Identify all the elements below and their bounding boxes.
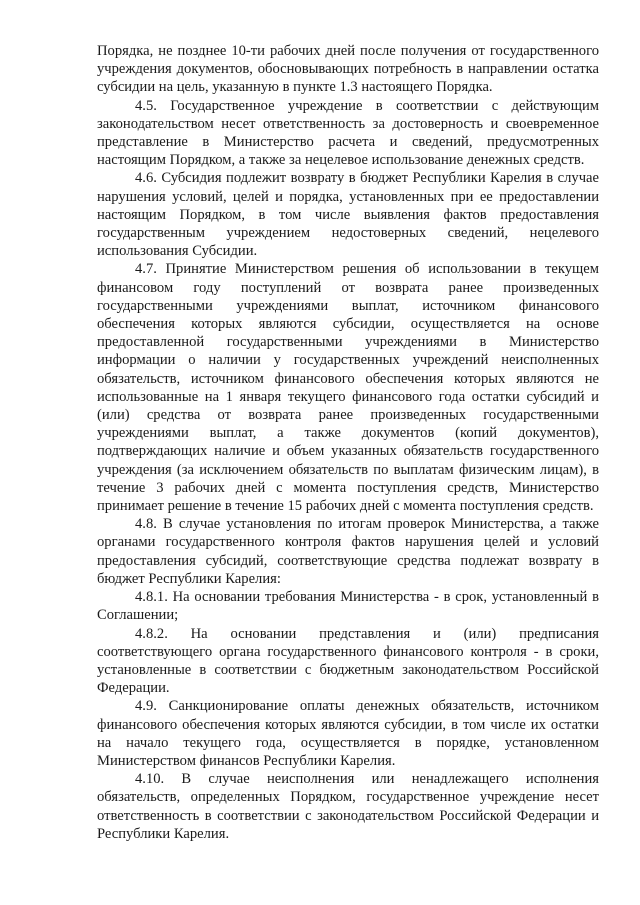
document-page (97, 42, 599, 843)
paragraph-4-5: 4.5. Государственное учреждение в соответствии с действующим законодательством несет ответственность за достоверность и своевременное представление в Министерство расчета и сведений, предусмотренных настоящим Порядком, а также за нецелевое использование денежных средств. (97, 97, 599, 169)
paragraph-4-9: 4.9. Санкционирование оплаты денежных обязательств, источником финансового обеспечения которых являются субсидии, в том числе их остатки на начало текущего года, осуществляется в порядке, установленном Министерством финансов Республики Карелия. (97, 698, 599, 769)
paragraph-4-7: 4.7. Принятие Министерством решения об использовании в текущем финансовом году поступлений от возврата ранее произведенных государственными учреждениями выплат, источником финансового обеспечения которых являются субсидии, осуществляется на основе предоставленной государственными учреждениями в Министерство информации о наличии у государственных учреждений неисполненных обязательств, источником финансового обеспечения которых являются не использованные на 1 января текущего финансового года остатки субсидий и (или) средства от возврата ранее произведенных государственными учреждениями выплат, а также документов (копий документов), подтверждающих наличие и объем указанных обязательств государственного учреждения (за исключением обязательств по выплатам физическим лицам), в течение 3 рабочих дней с момента поступления средств, Министерство принимает решение в течение 15 рабочих дней с момента поступления средств. (97, 261, 599, 515)
paragraph-4-8-1: 4.8.1. На основании требования Министерства - в срок, установленный в Соглашении; (97, 589, 599, 624)
paragraph-4-8: 4.8. В случае установления по итогам проверок Министерства, а также органами государственного контроля фактов нарушения целей и условий предоставления субсидий, соответствующие средства подлежат возврату в бюджет Республики Карелия: (97, 516, 599, 587)
paragraph-4-10: 4.10. В случае неисполнения или ненадлежащего исполнения обязательств, определенных Порядком, государственное учреждение несет ответственность в соответствии с законодательством Российской Федерации и Республики Карелия. (97, 771, 599, 842)
paragraph-4-6: 4.6. Субсидия подлежит возврату в бюджет Республики Карелия в случае нарушения условий, целей и порядка, установленных при ее предоставлении настоящим Порядком, в том числе выявления фактов предоставления государственным учреждением недостоверных сведений, нецелевого использования Субсидии. (97, 170, 599, 260)
paragraph-continuation: Порядка, не позднее 10-ти рабочих дней после получения от государственного учреждения документов, обосновывающих потребность в направлении остатка субсидии на цель, указанную в пункте 1.3 настоящего Порядка. (97, 43, 599, 96)
paragraph-4-8-2: 4.8.2. На основании представления и (или) предписания соответствующего органа государственного финансового контроля - в сроки, установленные в соответствии с бюджетным законодательством Российской Федерации. (97, 625, 599, 697)
